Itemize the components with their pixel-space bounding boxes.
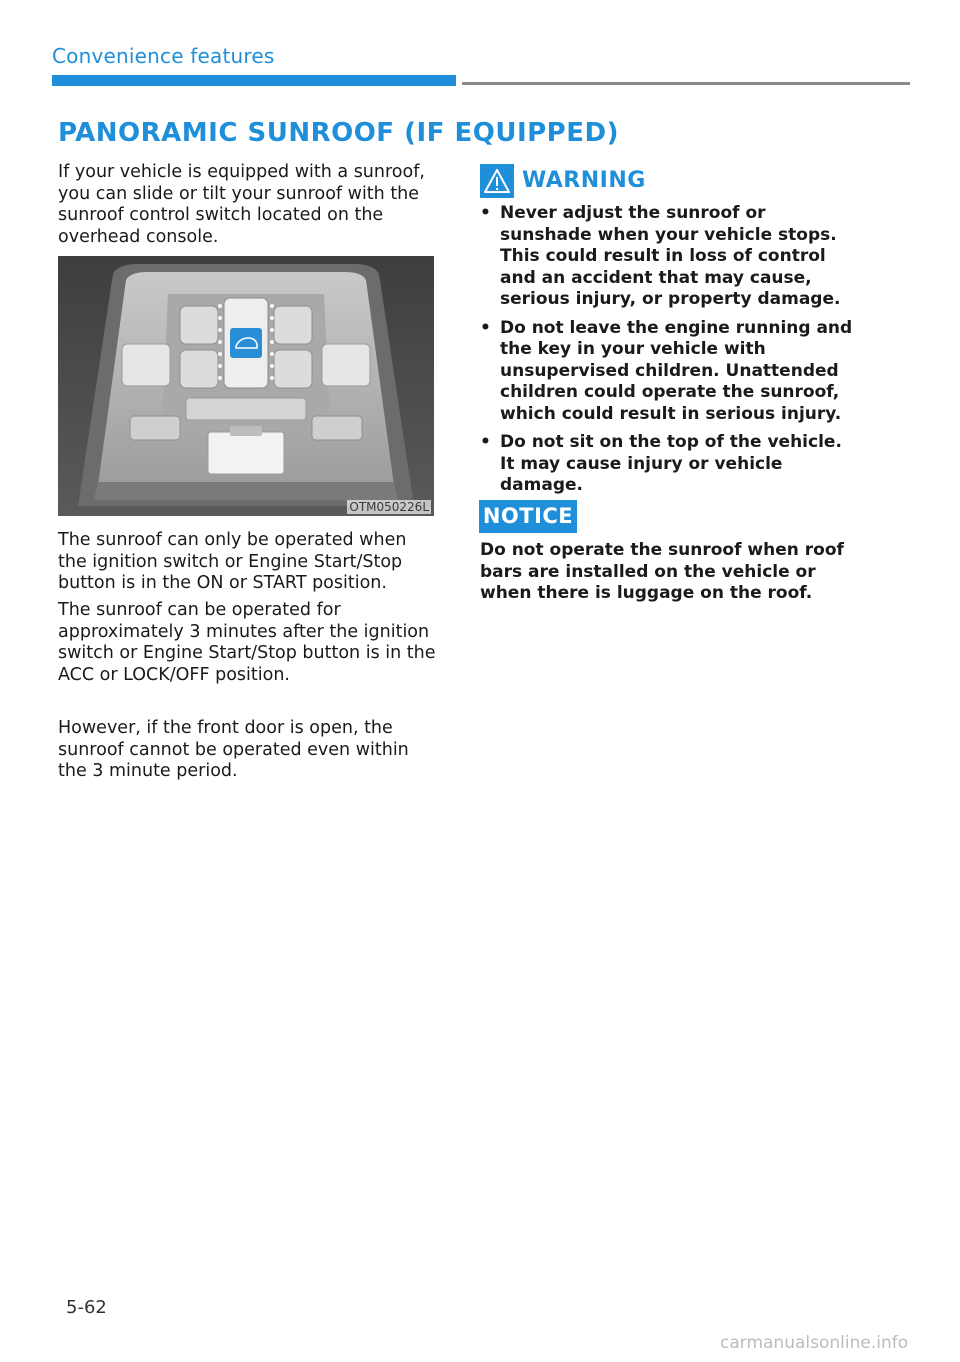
warning-item bbox=[480, 318, 860, 426]
warning-triangle-icon bbox=[480, 164, 514, 198]
operation-paragraph-1: The sunroof can only be operated when the ignition switch or Engine Start/Stop button is in the ON or START position. bbox=[58, 530, 407, 593]
section-title: Convenience features bbox=[52, 44, 275, 68]
operation-paragraph-3: However, if the front door is open, the sunroof cannot be operated even within the 3 minute period. bbox=[58, 718, 409, 781]
warning-item bbox=[480, 432, 860, 497]
header-rule-gray bbox=[462, 82, 910, 85]
operation-paragraph-2: The sunroof can be operated for approximately 3 minutes after the ignition switch or Engine Start/Stop button is in the ACC or LOCK/OFF position. bbox=[58, 600, 436, 685]
bullet: • bbox=[480, 203, 491, 223]
notice-text: Do not operate the sunroof when roof bars are installed on the vehicle or when there is luggage on the roof. bbox=[480, 540, 844, 603]
overhead-console-illustration bbox=[58, 256, 434, 516]
watermark: carmanualsonline.info bbox=[720, 1333, 909, 1353]
bullet: • bbox=[480, 432, 491, 452]
warning-title: WARNING bbox=[522, 168, 646, 193]
warning-list bbox=[480, 203, 860, 504]
warning-item-text: Never adjust the sunroof or sunshade when your vehicle stops. This could result in loss of control and an accident that may cause, serious injury, or property damage. bbox=[500, 203, 841, 309]
figure-code-label: OTM050226L bbox=[349, 500, 429, 514]
warning-item bbox=[480, 203, 860, 311]
page-number: 5-62 bbox=[66, 1297, 107, 1318]
intro-paragraph: If your vehicle is equipped with a sunroof, you can slide or tilt your sunroof with the sunroof control switch located on the overhead console. bbox=[58, 162, 425, 247]
warning-item-text: Do not sit on the top of the vehicle. It may cause injury or vehicle damage. bbox=[500, 432, 842, 495]
notice-badge: NOTICE bbox=[479, 500, 577, 533]
bullet: • bbox=[480, 317, 491, 338]
header-rule-blue bbox=[52, 75, 456, 86]
overhead-console-figure bbox=[58, 256, 434, 516]
warning-item-text: Do not leave the engine running and the key in your vehicle with unsupervised children. Unattended children could operate the sunroof, which could result in serious injury. bbox=[500, 317, 853, 424]
page-heading: PANORAMIC SUNROOF (IF EQUIPPED) bbox=[58, 118, 619, 148]
